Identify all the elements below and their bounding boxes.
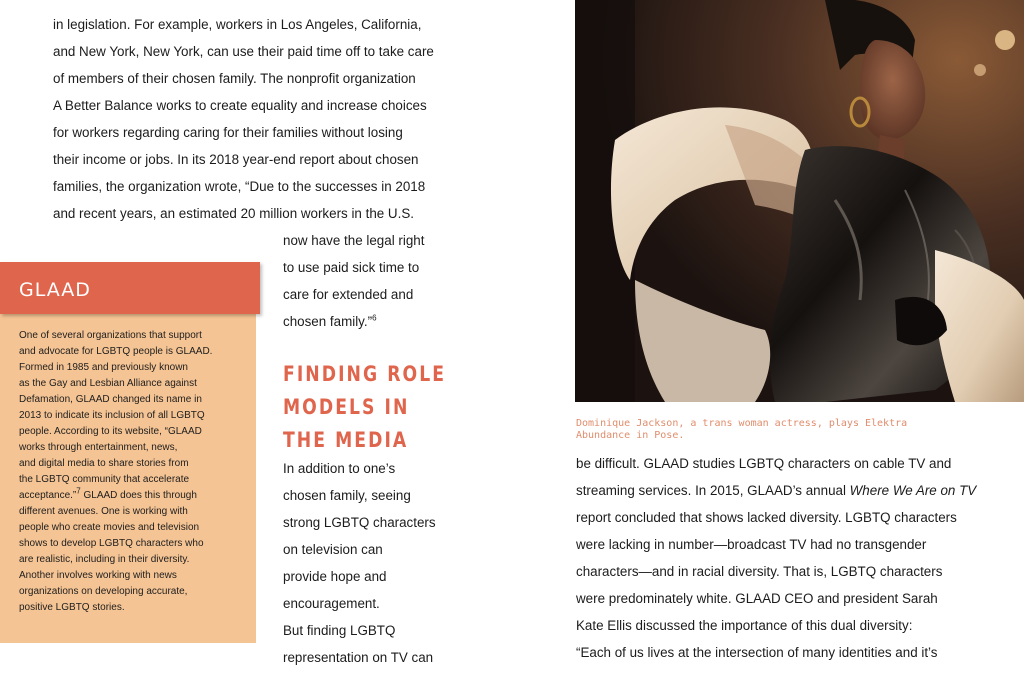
body-text-line: encouragement. [283, 596, 380, 611]
sidebar-text-line: different avenues. One is working with [19, 506, 188, 517]
sidebar-title: GLAAD [19, 279, 91, 301]
body-text-line: be difficult. GLAAD studies LGBTQ characters on cable TV and [576, 456, 952, 471]
body-text-line: strong LGBTQ characters [283, 515, 436, 530]
body-text-line: “Each of us lives at the intersection of many identities and it’s [576, 645, 938, 660]
body-text-line: provide hope and [283, 569, 387, 584]
body-text-line: of members of their chosen family. The nonprofit organization [53, 71, 416, 86]
body-text-line: families, the organization wrote, “Due to the successes in 2018 [53, 179, 426, 194]
footnote-marker: 6 [372, 313, 377, 323]
body-text-line: Kate Ellis discussed the importance of this dual diversity: [576, 618, 913, 633]
body-text-line: were lacking in number—broadcast TV had no transgender [576, 537, 927, 552]
body-text-line: on television can [283, 542, 383, 557]
caption-line: Dominique Jackson, a trans woman actress, plays Elektra [576, 418, 908, 429]
sidebar-text-line: and digital media to share stories from [19, 458, 189, 469]
sidebar-text-line: positive LGBTQ stories. [19, 602, 125, 613]
body-text-line: But finding LGBTQ [283, 623, 396, 638]
body-text-line: representation on TV can [283, 650, 434, 665]
sidebar-text-line: Formed in 1985 and previously known [19, 362, 188, 373]
report-title: Where We Are on TV [849, 483, 977, 498]
body-text-line: for workers regarding caring for their families without losing [53, 125, 403, 140]
sidebar-text-line: people. According to its website, “GLAAD [19, 426, 202, 437]
sidebar-text-line: Defamation, GLAAD changed its name in [19, 394, 202, 405]
body-text-span: streaming services. In 2015, GLAAD’s annual [576, 483, 850, 498]
heading-line: THE MEDIA [283, 428, 409, 452]
sidebar-text-line: Another involves working with news [19, 570, 177, 581]
sidebar-text-span: acceptance.” [19, 490, 77, 501]
body-text-line: were predominately white. GLAAD CEO and president Sarah [576, 591, 938, 606]
footnote-marker: 7 [76, 486, 81, 496]
body-text-line: report concluded that shows lacked diversity. LGBTQ characters [576, 510, 957, 525]
sidebar-text-line: works through entertainment, news, [19, 442, 178, 453]
sidebar-text-line: are realistic, including in their diversity. [19, 554, 190, 565]
body-text-line: and recent years, an estimated 20 million workers in the U.S. [53, 206, 414, 221]
body-text-line: in legislation. For example, workers in Los Angeles, California, [53, 17, 422, 32]
quote-end-text: chosen family.” [283, 314, 373, 329]
body-text-line: care for extended and [283, 287, 414, 302]
photo-illustration [575, 0, 1024, 402]
caption-line: Abundance in Pose. [576, 430, 685, 441]
sidebar-text-span: GLAAD does this through [80, 490, 197, 501]
body-text-line [576, 483, 976, 499]
heading-line: MODELS IN [283, 395, 410, 419]
sidebar-text-line [19, 486, 197, 502]
sidebar-text-line: One of several organizations that support [19, 330, 202, 341]
body-text-line: and New York, New York, can use their paid time off to take care [53, 44, 434, 59]
sidebar-text-line: shows to develop LGBTQ characters who [19, 538, 204, 549]
sidebar-text-line: people who create movies and television [19, 522, 200, 533]
body-text-line: characters—and in racial diversity. That is, LGBTQ characters [576, 564, 943, 579]
body-text-line [283, 314, 377, 330]
body-text-line: chosen family, seeing [283, 488, 411, 503]
heading-line: FINDING ROLE [283, 362, 447, 386]
body-text-line: In addition to one’s [283, 461, 396, 476]
body-text-line: to use paid sick time to [283, 260, 420, 275]
actress-photo [575, 0, 1024, 402]
body-text-line: now have the legal right [283, 233, 425, 248]
body-text-line: A Better Balance works to create equality and increase choices [53, 98, 427, 113]
sidebar-text-line: and advocate for LGBTQ people is GLAAD. [19, 346, 213, 357]
sidebar-text-line: the LGBTQ community that accelerate [19, 474, 190, 485]
sidebar-text-line: 2013 to indicate its inclusion of all LGBTQ [19, 410, 205, 421]
body-text-line: their income or jobs. In its 2018 year-end report about chosen [53, 152, 419, 167]
sidebar-text-line: as the Gay and Lesbian Alliance against [19, 378, 197, 389]
sidebar-text-line: organizations on developing accurate, [19, 586, 188, 597]
